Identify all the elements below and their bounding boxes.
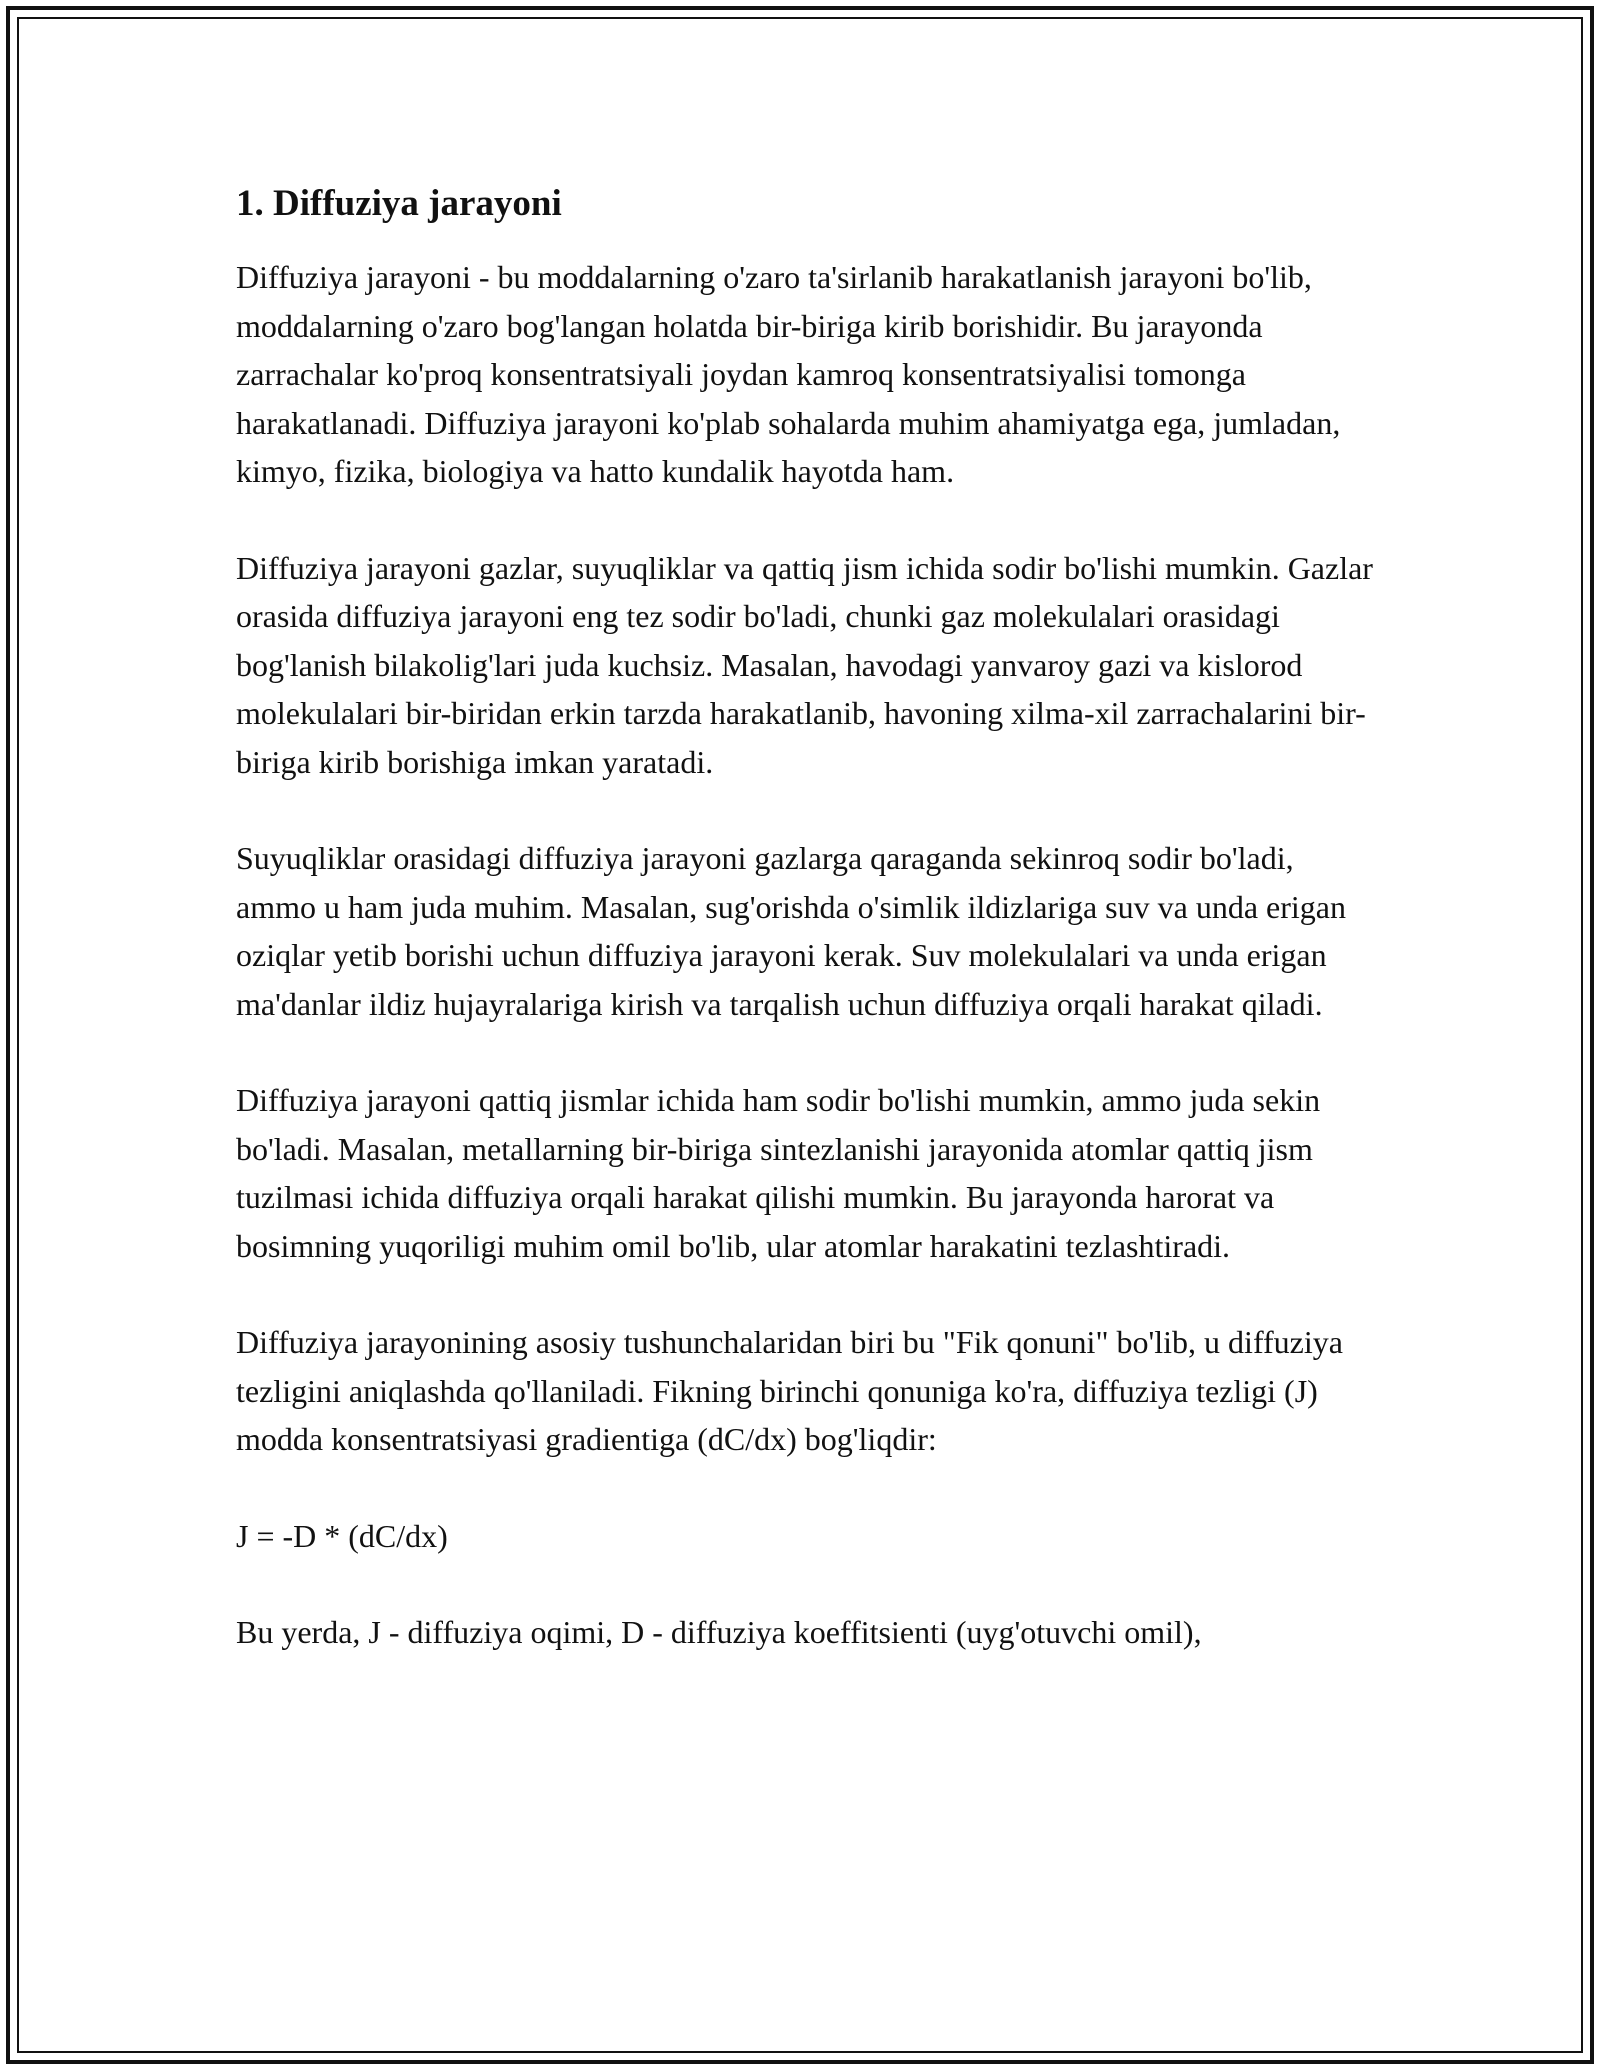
paragraph-intro: Diffuziya jarayoni - bu moddalarning o'zaro ta'sirlanib harakatlanish jarayoni bo'lib, moddalarning o'zaro bog'langan holatda bir-biriga kirib borishidir. Bu jarayonda zarrachalar ko'proq konsentratsiyali joydan kamroq konsentratsiyalisi tomonga harakatlanadi. Diffuziya jarayoni ko'plab sohalarda muhim ahamiyatga ega, jumladan, kimyo, fizika, biologiya va hatto kundalik hayotda ham.	[236, 259, 1341, 489]
paragraph-definitions: Bu yerda, J - diffuziya oqimi, D - diffuziya koeffitsienti (uyg'otuvchi omil),	[236, 1614, 1202, 1650]
paragraph-fick-law: Diffuziya jarayonining asosiy tushunchalaridan biri bu "Fik qonuni" bo'lib, u diffuziya tezligini aniqlashda qo'llaniladi. Fikning birinchi qonuniga ko'ra, diffuziya tezligi (J) modda konsentratsiyasi gradientiga (dC/dx) bog'liqdir:	[236, 1324, 1343, 1457]
paragraph-liquids: Suyuqliklar orasidagi diffuziya jarayoni gazlarga qaraganda sekinroq sodir bo'ladi, ammo u ham juda muhim. Masalan, sug'orishda o'simlik ildizlariga suv va unda erigan oziqlar yetib borishi uchun diffuziya jarayoni kerak. Suv molekulalari va unda erigan ma'danlar ildiz hujayralariga kirish va tarqalish uchun diffuziya orqali harakat qiladi.	[236, 840, 1346, 1022]
document-body	[236, 182, 1376, 1705]
paragraph-solids: Diffuziya jarayoni qattiq jismlar ichida ham sodir bo'lishi mumkin, ammo juda sekin bo'ladi. Masalan, metallarning bir-biriga sintezlanishi jarayonida atomlar qattiq jism tuzilmasi ichida diffuziya orqali harakat qilishi mumkin. Bu jarayonda harorat va bosimning yuqoriligi muhim omil bo'lib, ular atomlar harakatini tezlashtiradi.	[236, 1082, 1321, 1264]
paragraph-gases: Diffuziya jarayoni gazlar, suyuqliklar va qattiq jism ichida sodir bo'lishi mumkin. Gazlar orasida diffuziya jarayoni eng tez sodir bo'ladi, chunki gaz molekulalari orasidagi bog'lanish bilakolig'lari juda kuchsiz. Masalan, havodagi yanvaroy gazi va kislorod molekulalari bir-biridan erkin tarzda harakatlanib, havoning xilma-xil zarrachalarini bir-biriga kirib borishiga imkan yaratadi.	[236, 549, 1373, 780]
formula-line: J = -D * (dC/dx)	[236, 1517, 448, 1554]
section-heading: 1. Diffuziya jarayoni	[236, 183, 562, 224]
